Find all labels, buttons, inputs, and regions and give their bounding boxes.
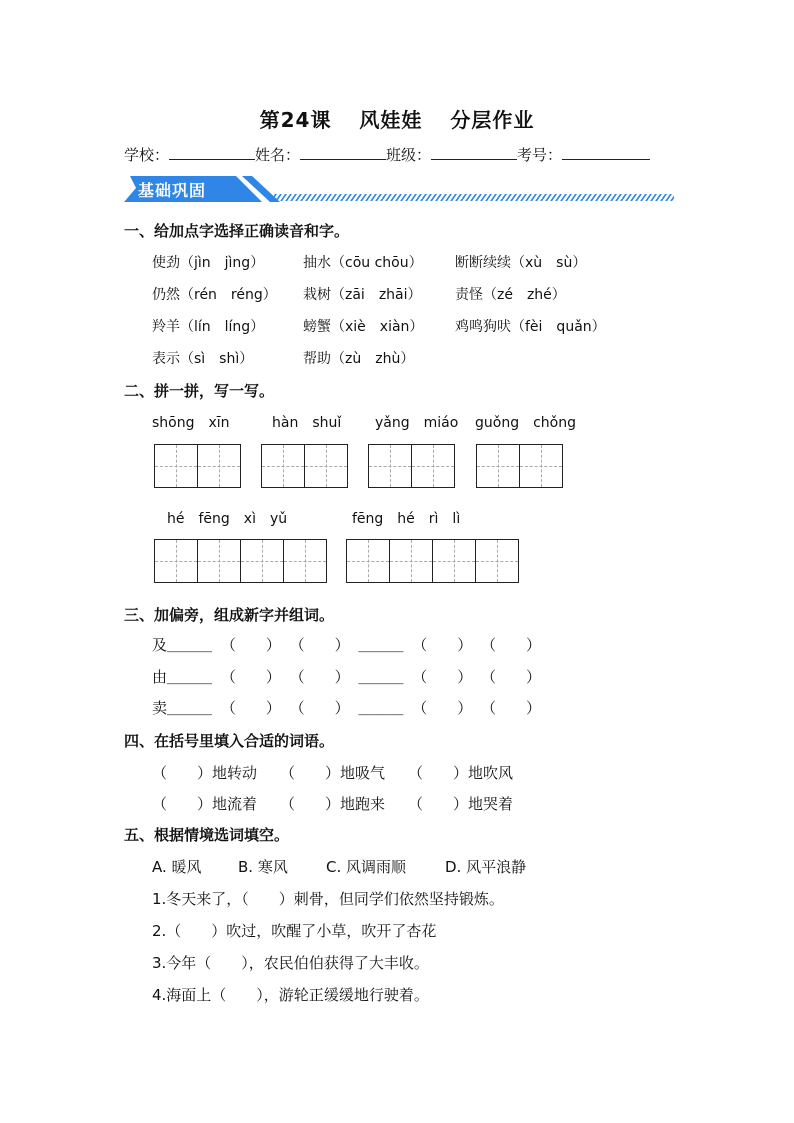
q5-item[interactable]: 4.海面上（ ），游轮正缓缓地行驶着。 (152, 986, 429, 1004)
q5-item[interactable]: 2.（ ）吹过，吹醒了小草，吹开了杏花 (152, 922, 437, 940)
q1-item: 断断续续（xù sù） (455, 255, 587, 271)
writing-grid[interactable] (476, 444, 563, 488)
answer-blank[interactable]: ＿＿＿ (358, 668, 404, 686)
pinyin-label: fēng hé rì lì (352, 511, 461, 527)
grid-cell[interactable] (241, 540, 284, 582)
q3-row (152, 634, 541, 655)
q4-item[interactable]: （ ）地哭着 (408, 795, 514, 813)
grid-cell[interactable] (155, 445, 198, 487)
word-paren[interactable]: （ ） (289, 699, 350, 717)
q3-row (152, 697, 541, 718)
word-paren[interactable]: （ ） (289, 668, 350, 686)
word-paren[interactable]: （ ） (220, 668, 281, 686)
word-paren[interactable]: （ ） (412, 636, 473, 654)
answer-blank[interactable]: ＿＿＿ (167, 668, 213, 686)
answer-blank[interactable]: ＿＿＿ (167, 636, 213, 654)
q1-item: 表示（sì shì） (152, 351, 254, 367)
name-label: 姓名： (255, 146, 301, 164)
grid-cell[interactable] (262, 445, 305, 487)
q1-item: 抽水（cōu chōu） (303, 255, 423, 271)
grid-cell[interactable] (433, 540, 476, 582)
q5-item[interactable]: 1.冬天来了，（ ）刺骨，但同学们依然坚持锻炼。 (152, 890, 504, 908)
writing-grid[interactable] (154, 539, 327, 583)
q4-heading: 四、在括号里填入合适的词语。 (124, 732, 335, 750)
q5-option: D. 风平浪静 (445, 858, 527, 876)
q1-heading: 一、给加点字选择正确读音和字。 (124, 222, 350, 240)
grid-cell[interactable] (390, 540, 433, 582)
grid-cell[interactable] (520, 445, 562, 487)
number-field[interactable] (562, 145, 650, 160)
section-banner (124, 174, 676, 204)
q1-item: 仍然（rén réng） (152, 287, 277, 303)
q5-option: C. 风调雨顺 (326, 858, 407, 876)
word-paren[interactable]: （ ） (481, 668, 542, 686)
q4-item[interactable]: （ ）地跑来 (280, 795, 386, 813)
q5-heading: 五、根据情境选词填空。 (124, 826, 290, 844)
banner-graphic (124, 174, 676, 204)
grid-cell[interactable] (369, 445, 412, 487)
number-label: 考号： (517, 146, 563, 164)
writing-grid[interactable] (154, 444, 241, 488)
q1-item: 责怪（zé zhé） (455, 287, 566, 303)
word-paren[interactable]: （ ） (289, 636, 350, 654)
q5-option: A. 暖风 (152, 858, 202, 876)
answer-blank[interactable]: ＿＿＿ (358, 636, 404, 654)
lesson-number: 第24课 (259, 108, 332, 132)
word-paren[interactable]: （ ） (481, 699, 542, 717)
school-field[interactable] (169, 145, 255, 160)
writing-grid[interactable] (261, 444, 348, 488)
base-char: 卖 (152, 699, 168, 717)
school-label: 学校： (124, 146, 170, 164)
lesson-name: 风娃娃 (359, 108, 423, 132)
q5-option: B. 寒风 (238, 858, 288, 876)
grid-cell[interactable] (284, 540, 326, 582)
grid-cell[interactable] (347, 540, 390, 582)
grid-cell[interactable] (412, 445, 454, 487)
word-paren[interactable]: （ ） (481, 636, 542, 654)
answer-blank[interactable]: ＿＿＿ (167, 699, 213, 717)
pinyin-label: shōng xīn (152, 415, 230, 431)
q1-item: 螃蟹（xiè xiàn） (303, 319, 424, 335)
q1-item: 鸡鸣狗吠（fèi quǎn） (455, 319, 606, 335)
base-char: 及 (152, 636, 168, 654)
q1-item: 栽树（zāi zhāi） (303, 287, 422, 303)
grid-cell[interactable] (305, 445, 347, 487)
name-field[interactable] (300, 145, 386, 160)
grid-cell[interactable] (198, 445, 240, 487)
q4-item[interactable]: （ ）地吹风 (408, 764, 514, 782)
class-field[interactable] (431, 145, 517, 160)
q3-heading: 三、加偏旁，组成新字并组词。 (124, 606, 335, 624)
q4-item[interactable]: （ ）地流着 (152, 795, 258, 813)
q2-heading: 二、拼一拼，写一写。 (124, 382, 275, 400)
q1-item: 使劲（jìn jìng） (152, 255, 265, 271)
pinyin-label: yǎng miáo (375, 415, 459, 431)
grid-cell[interactable] (198, 540, 241, 582)
writing-grid[interactable] (346, 539, 519, 583)
q1-item: 羚羊（lín líng） (152, 319, 265, 335)
page-title (0, 104, 794, 133)
q4-item[interactable]: （ ）地转动 (152, 764, 258, 782)
pinyin-label: hàn shuǐ (272, 415, 342, 431)
grid-cell[interactable] (477, 445, 520, 487)
word-paren[interactable]: （ ） (412, 699, 473, 717)
q4-item[interactable]: （ ）地吸气 (280, 764, 386, 782)
word-paren[interactable]: （ ） (220, 636, 281, 654)
student-info-line (124, 144, 650, 165)
q3-row (152, 666, 541, 687)
class-label: 班级： (386, 146, 432, 164)
word-paren[interactable]: （ ） (412, 668, 473, 686)
banner-label: 基础巩固 (138, 181, 207, 200)
writing-grid[interactable] (368, 444, 455, 488)
grid-cell[interactable] (476, 540, 518, 582)
q1-item: 帮助（zù zhù） (303, 351, 415, 367)
word-paren[interactable]: （ ） (220, 699, 281, 717)
base-char: 由 (152, 668, 168, 686)
pinyin-label: hé fēng xì yǔ (167, 511, 288, 527)
q5-item[interactable]: 3.今年（ ），农民伯伯获得了大丰收。 (152, 954, 429, 972)
grid-cell[interactable] (155, 540, 198, 582)
homework-type: 分层作业 (450, 108, 535, 132)
answer-blank[interactable]: ＿＿＿ (358, 699, 404, 717)
pinyin-label: guǒng chǒng (475, 415, 576, 431)
